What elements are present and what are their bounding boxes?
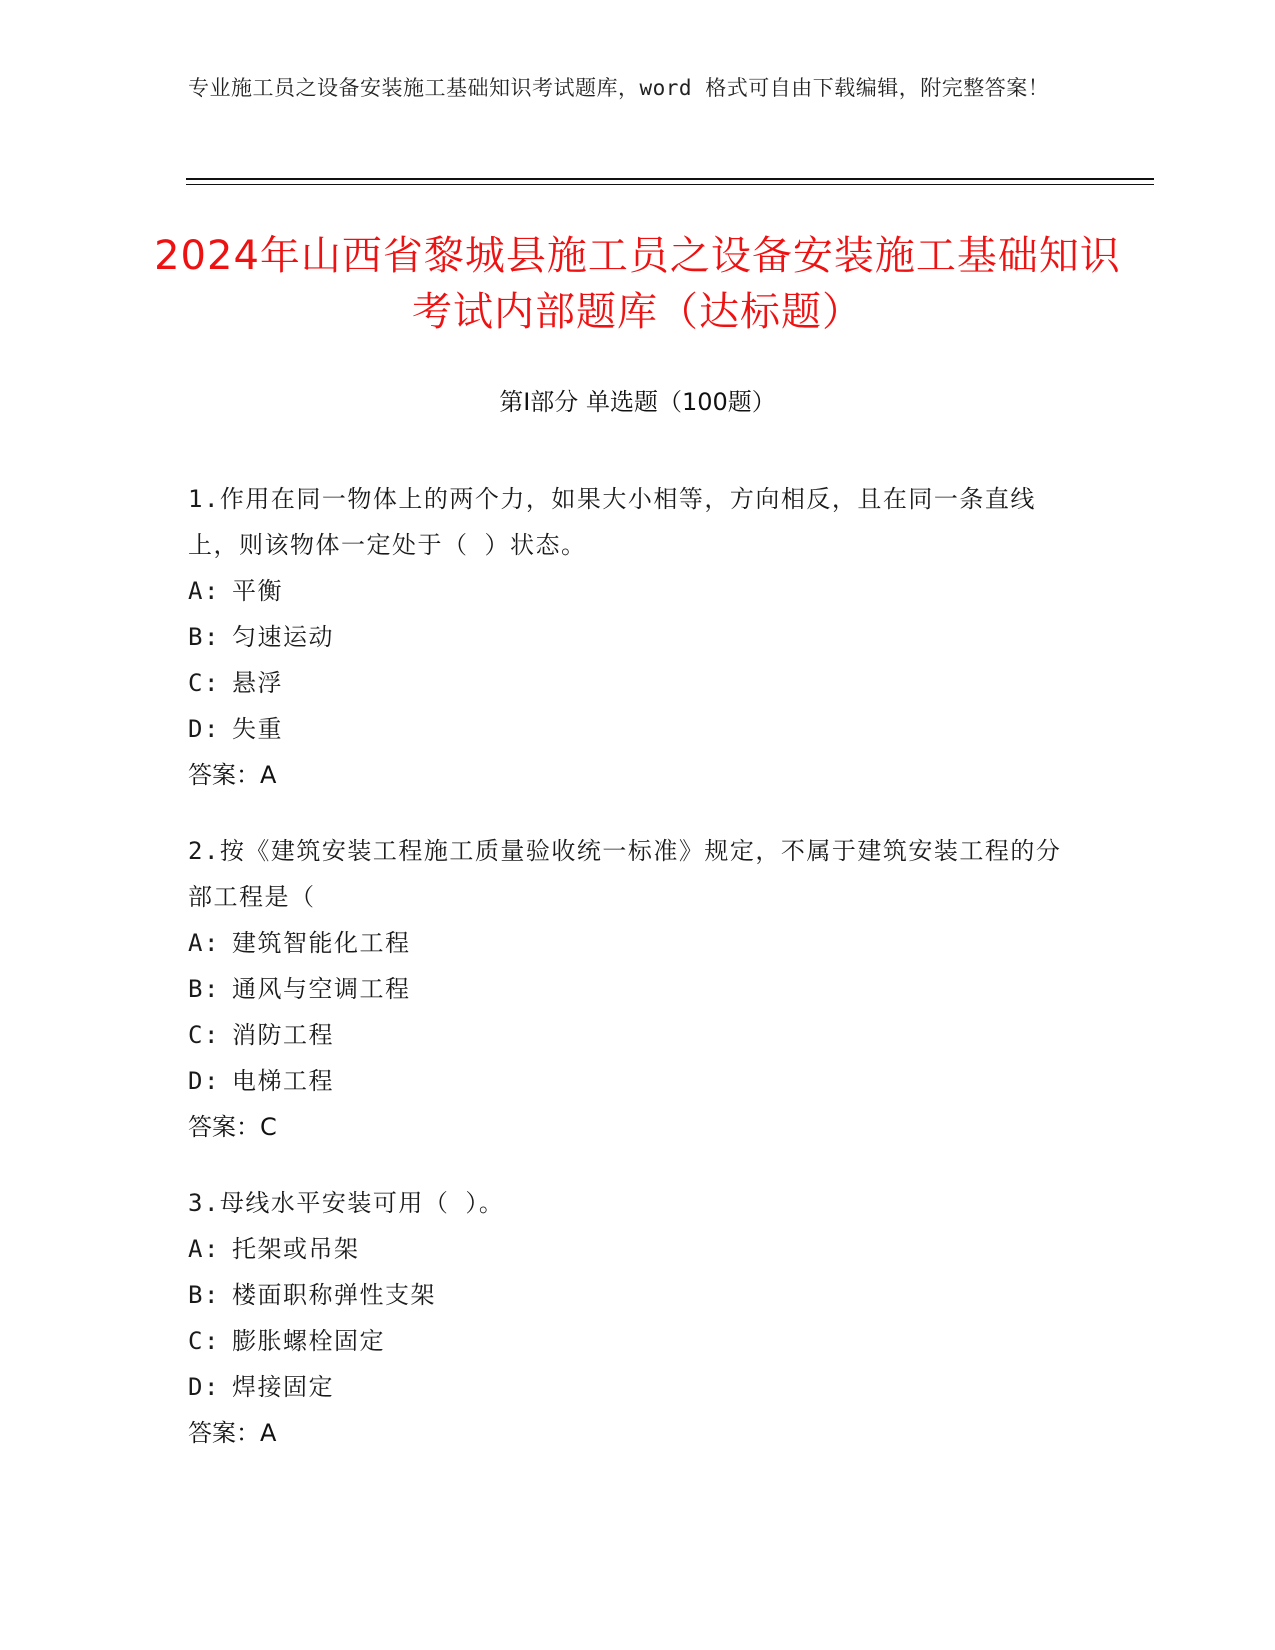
option-a [188,920,1068,966]
question-stem: 2.按《建筑安装工程施工质量验收统一标准》规定，不属于建筑安装工程的分部工程是（ [188,837,1062,911]
option-text: 建筑智能化工程 [232,929,411,957]
option-text: 消防工程 [232,1021,334,1049]
option-text: 失重 [232,715,283,743]
answer-line: 答案：A [188,761,277,789]
option-letter: B: [188,975,220,1003]
option-letter: D: [188,1373,220,1401]
option-d [188,706,1068,752]
option-letter: A: [188,577,220,605]
question-item [188,476,1068,798]
option-text: 膨胀螺栓固定 [232,1327,385,1355]
option-text: 通风与空调工程 [232,975,411,1003]
answer-line: 答案：A [188,1419,277,1447]
option-letter: D: [188,715,220,743]
option-text: 电梯工程 [232,1067,334,1095]
option-d [188,1364,1068,1410]
question-item [188,1180,1068,1456]
option-b [188,1272,1068,1318]
option-a [188,1226,1068,1272]
option-letter: B: [188,623,220,651]
option-letter: C: [188,1327,220,1355]
option-c [188,1012,1068,1058]
option-d [188,1058,1068,1104]
section-heading: 第Ⅰ部分 单选题（100题） [499,388,776,416]
option-text: 焊接固定 [232,1373,334,1401]
question-list [188,476,1068,1486]
question-item [188,828,1068,1150]
header-note: 专业施工员之设备安装施工基础知识考试题库，word 格式可自由下载编辑，附完整答案！ [188,76,1050,100]
option-c [188,1318,1068,1364]
header-divider-thin [186,184,1154,185]
option-text: 悬浮 [232,669,283,697]
option-b [188,614,1068,660]
option-c [188,660,1068,706]
answer-line: 答案：C [188,1113,277,1141]
option-letter: B: [188,1281,220,1309]
option-letter: A: [188,929,220,957]
option-text: 楼面职称弹性支架 [232,1281,436,1309]
option-letter: D: [188,1067,220,1095]
option-text: 托架或吊架 [232,1235,360,1263]
option-letter: C: [188,669,220,697]
option-letter: C: [188,1021,220,1049]
option-a [188,568,1068,614]
option-letter: A: [188,1235,220,1263]
option-text: 平衡 [232,577,283,605]
option-text: 匀速运动 [232,623,334,651]
header-divider-thick [186,178,1154,180]
option-b [188,966,1068,1012]
document-title: 2024年山西省黎城县施工员之设备安装施工基础知识考试内部题库（达标题） [154,233,1121,335]
question-stem: 3.母线水平安装可用（ ）。 [188,1189,505,1217]
question-stem: 1.作用在同一物体上的两个力，如果大小相等，方向相反，且在同一条直线上，则该物体一定处于（ ）状态。 [188,485,1036,559]
